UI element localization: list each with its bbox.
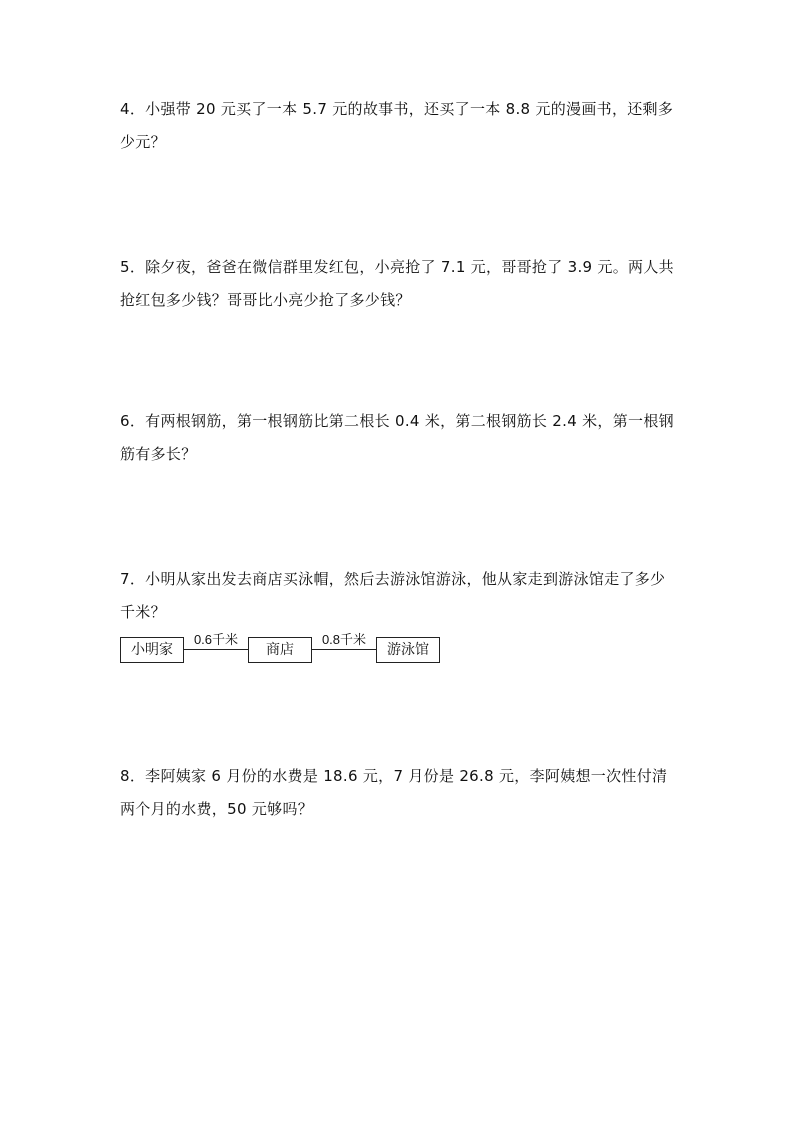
route-distance-shop-pool: 0.8千米 xyxy=(321,632,367,647)
route-box-shop: 商店 xyxy=(248,637,312,663)
route-box-pool: 游泳馆 xyxy=(376,637,440,663)
question-6: 6．有两根钢筋，第一根钢筋比第二根长 0.4 米，第二根钢筋长 2.4 米，第一根钢筋有多长？ xyxy=(120,412,674,463)
route-box-home: 小明家 xyxy=(120,637,184,663)
route-distance-home-shop: 0.6千米 xyxy=(193,632,239,647)
question-4: 4．小强带 20 元买了一本 5.7 元的故事书，还买了一本 8.8 元的漫画书，还剩多少元？ xyxy=(120,100,674,151)
question-8: 8．李阿姨家 6 月份的水费是 18.6 元，7 月份是 26.8 元，李阿姨想一次性付清两个月的水费，50 元够吗？ xyxy=(120,767,668,818)
question-7: 7．小明从家出发去商店买泳帽，然后去游泳馆游泳，他从家走到游泳馆走了多少千米？ xyxy=(120,570,666,621)
route-segment-home-shop xyxy=(184,649,248,650)
route-segment-shop-pool xyxy=(312,649,376,650)
question-5: 5．除夕夜，爸爸在微信群里发红包，小亮抢了 7.1 元，哥哥抢了 3.9 元。两人共抢红包多少钱？哥哥比小亮少抢了多少钱？ xyxy=(120,258,674,309)
